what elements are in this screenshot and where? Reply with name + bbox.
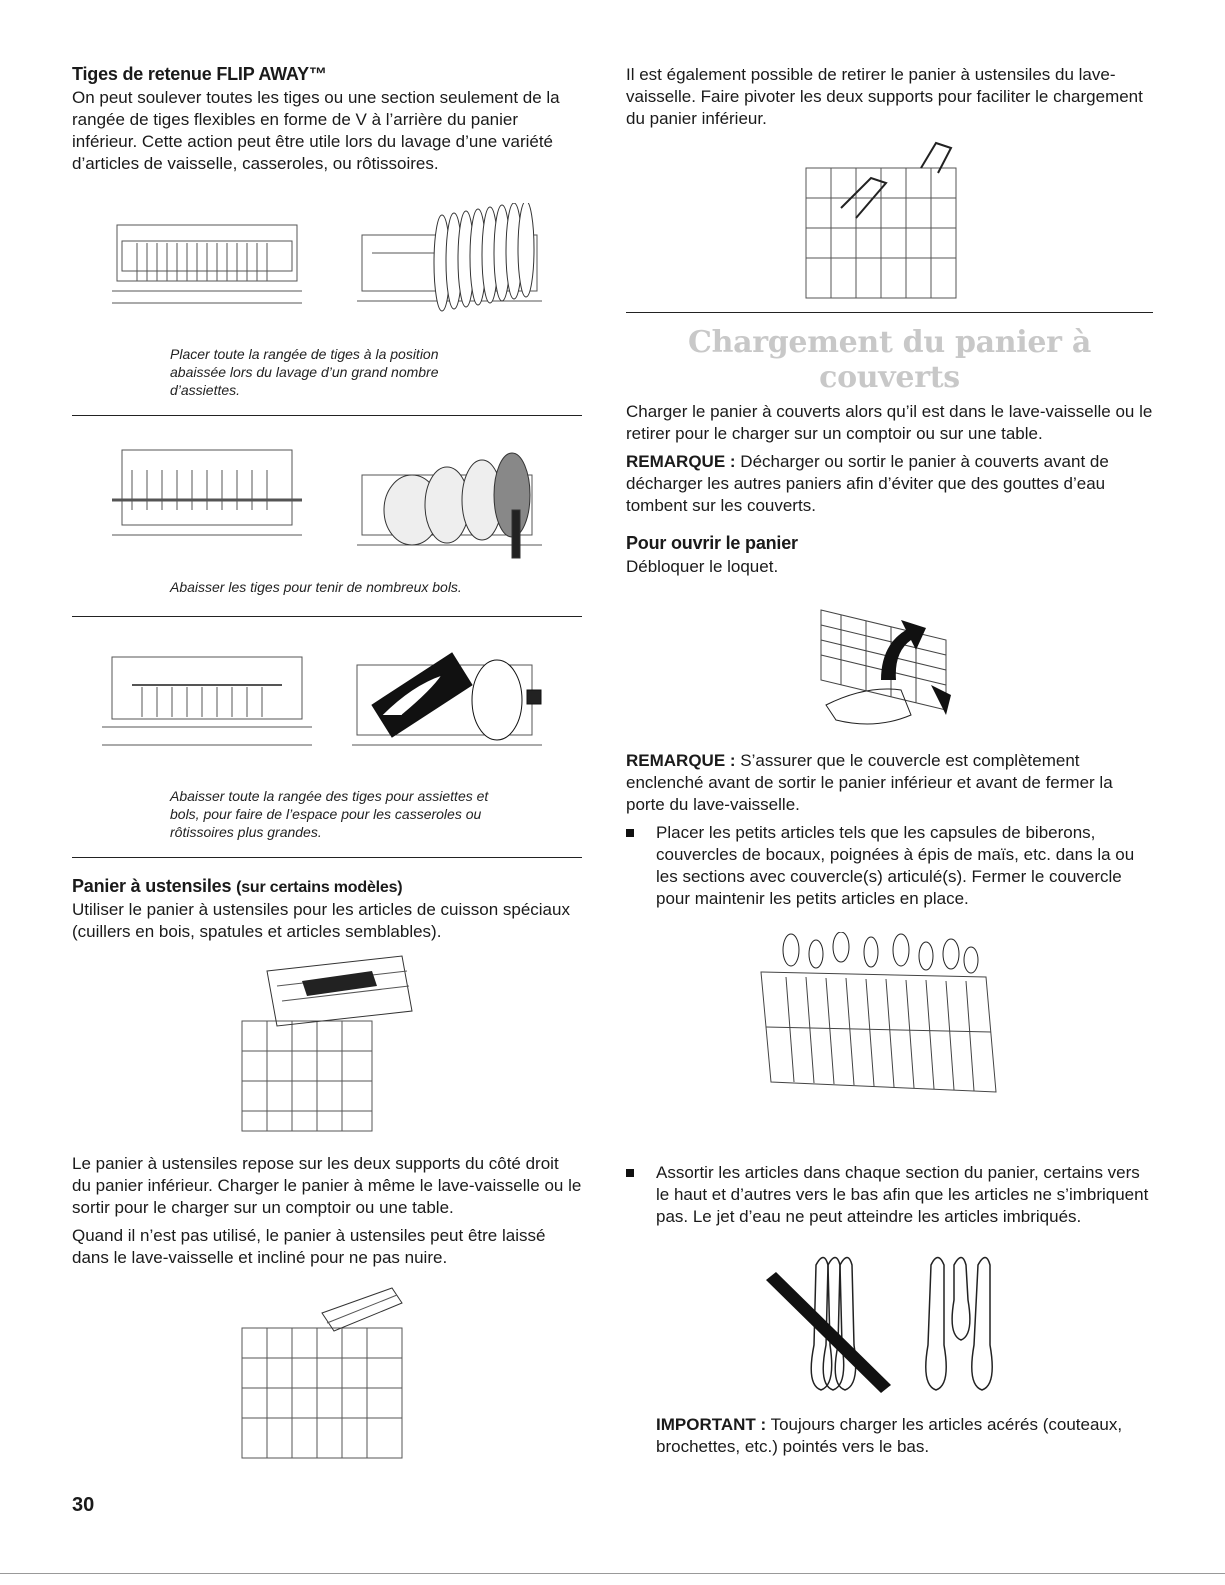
- important-note: [626, 1414, 1153, 1458]
- caption-plates: Placer toute la rangée de tiges à la position abaissée lors du lavage d’un grand nombre d’assiettes.: [170, 346, 439, 398]
- rack-illustration-pans: [72, 645, 582, 765]
- utensil-basket-text: Utiliser le panier à ustensiles pour les articles de cuisson spéciaux (cuillers en bois, spatules et articles semblables).: [72, 900, 570, 941]
- utensil-basket-title: Panier à ustensiles: [72, 876, 232, 896]
- important-label: IMPORTANT :: [656, 1415, 767, 1434]
- utensil-basket-models: (sur certains modèles): [236, 879, 403, 896]
- section-title: Chargement du panier à couverts: [688, 325, 1091, 395]
- flip-away-text: On peut soulever toutes les tiges ou une section seulement de la rangée de tiges flexibles en forme de V à l’arrière du panier inférieur. Cette action peut être utile lors du lavage d’une variété d’articles de vaisselle, casseroles, ou rôtissoires.: [72, 88, 560, 173]
- list-item-small-articles: Placer les petits articles tels que les capsules de biberons, couvercles de bocaux, poignées à épis de maïs, etc. dans la ou les sections avec couvercle(s) articulé(s). Fermer le couvercle pour maintenir les petits articles en place.: [626, 822, 1153, 910]
- section-divider: [626, 312, 1153, 313]
- divider: [72, 857, 582, 858]
- left-column: [72, 64, 582, 1463]
- loading-tips-list-2: [626, 1162, 1153, 1228]
- utensil-basket-stow-text: Quand il n’est pas utilisé, le panier à ustensiles peut être laissé dans le lave-vaisselle et incliné pour ne pas nuire.: [72, 1226, 546, 1267]
- utensil-basket-illustration: [72, 951, 582, 1149]
- nesting-spoons-illustration: [626, 1250, 1153, 1400]
- latch-illustration: [626, 590, 1153, 746]
- page-number: 30: [72, 1494, 95, 1516]
- important-text: Toujours charger les articles acérés (couteaux, brochettes, etc.) pointés vers le bas.: [656, 1415, 1123, 1456]
- rack-illustration-bowls: [72, 440, 582, 564]
- utensil-basket-tilted-illustration: [72, 1283, 582, 1463]
- right-column: [626, 64, 1153, 1464]
- note-label: REMARQUE :: [626, 751, 736, 770]
- note-unload: [626, 451, 1153, 517]
- note-label: REMARQUE :: [626, 452, 736, 471]
- utensil-basket-heading: [72, 876, 582, 897]
- divider: [72, 616, 582, 617]
- load-basket-text: Charger le panier à couverts alors qu’il est dans le lave-vaisselle ou le retirer pour le charger sur un comptoir ou sur une table.: [626, 402, 1153, 443]
- remove-basket-text: Il est également possible de retirer le panier à ustensiles du lave-vaisselle. Faire pivoter les deux supports pour faciliter le chargement du panier inférieur.: [626, 65, 1143, 128]
- loading-tips-list: [626, 822, 1153, 910]
- divider: [72, 415, 582, 416]
- basket-supports-illustration: [626, 138, 1153, 306]
- silverware-basket-illustration: [626, 932, 1153, 1126]
- caption-bowls: Abaisser les tiges pour tenir de nombreux bols.: [170, 579, 462, 595]
- page-bottom-rule: [0, 1573, 1225, 1574]
- list-item-sort-articles: Assortir les articles dans chaque section du panier, certains vers le haut et d’autres vers le bas afin que les articles ne s’imbriquent pas. Le jet d’eau ne peut atteindre les articles imbriqués.: [626, 1162, 1153, 1228]
- open-basket-heading: Pour ouvrir le panier: [626, 533, 798, 553]
- open-basket-text: Débloquer le loquet.: [626, 557, 779, 576]
- utensil-basket-support-text: Le panier à ustensiles repose sur les deux supports du côté droit du panier inférieur. Charger le panier à même le lave-vaisselle ou le sortir pour le charger sur un comptoir ou une table.: [72, 1154, 582, 1217]
- note-latch: [626, 750, 1153, 816]
- caption-pans: Abaisser toute la rangée des tiges pour assiettes et bols, pour faire de l’espace pour les casseroles ou rôtissoires plus grandes.: [170, 788, 489, 840]
- rack-illustration-plates: [72, 203, 582, 321]
- flip-away-heading: Tiges de retenue FLIP AWAY™: [72, 64, 327, 84]
- note-text: S’assurer que le couvercle est complètement enclenché avant de sortir le panier inférieur et avant de fermer la porte du lave-vaisselle.: [626, 751, 1113, 814]
- note-text: Décharger ou sortir le panier à couverts avant de décharger les autres paniers afin d’éviter que des gouttes d’eau tombent sur les couverts.: [626, 452, 1109, 515]
